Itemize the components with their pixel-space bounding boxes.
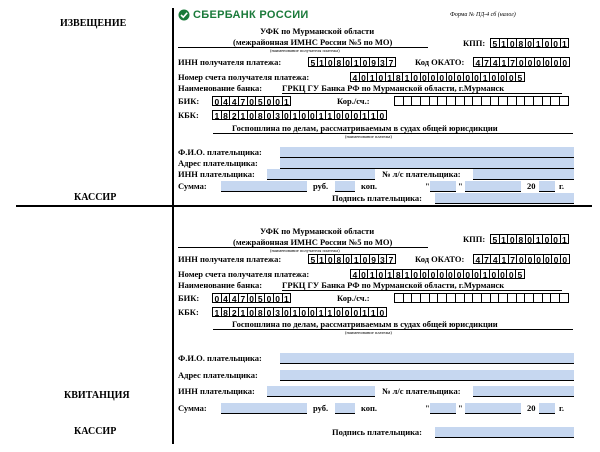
fio-label: Ф.И.О. плательщика:	[178, 147, 262, 157]
kbk-digit: 1	[290, 307, 300, 317]
account-digit: 0	[359, 72, 369, 82]
kpp-digit: 0	[507, 234, 517, 244]
kbk-digit: 1	[238, 307, 248, 317]
kbk-digit: 2	[229, 307, 239, 317]
account-digit: 1	[385, 72, 395, 82]
account-digit: 5	[515, 269, 525, 279]
okato-boxes[interactable]	[474, 57, 570, 67]
bik-digit: 5	[255, 96, 265, 106]
kbk-digit: 0	[299, 110, 309, 120]
date-year-field[interactable]	[539, 181, 555, 192]
okato-digit: 0	[516, 57, 526, 67]
kbk-digit: 1	[238, 110, 248, 120]
date-quote-close: "	[458, 181, 463, 191]
account-digit: 0	[446, 269, 456, 279]
kbk-digit: 0	[308, 307, 318, 317]
kpp-digit: 1	[533, 38, 543, 48]
bik-digit: 5	[255, 293, 265, 303]
account-boxes[interactable]	[351, 269, 525, 279]
kbk-digit: 0	[351, 307, 361, 317]
recipient-caption: (наименование получателя платежа)	[270, 48, 340, 53]
recipient-line2: (межрайонная ИМНС России №5 по МО)	[233, 37, 393, 47]
kpp-digit: 8	[516, 38, 526, 48]
inn-digit: 5	[308, 254, 318, 264]
kbk-digit: 3	[273, 110, 283, 120]
account-boxes[interactable]	[351, 72, 525, 82]
payment-underline	[213, 329, 573, 330]
year-label: 20	[527, 181, 536, 191]
recipient-caption: (наименование получателя платежа)	[270, 248, 340, 253]
bank-label: Наименование банка:	[178, 83, 263, 93]
inn-boxes[interactable]	[309, 57, 396, 67]
kbk-digit: 0	[282, 110, 292, 120]
korsch-digit	[559, 293, 569, 303]
kpp-digit: 8	[516, 234, 526, 244]
account-digit: 0	[437, 72, 447, 82]
signature-label: Подпись плательщика:	[332, 427, 422, 437]
account-digit: 1	[367, 72, 377, 82]
kpp-digit: 1	[533, 234, 543, 244]
account-digit: 0	[506, 72, 516, 82]
notice-section	[0, 0, 600, 205]
bik-digit: 0	[273, 293, 283, 303]
inn-digit: 3	[378, 254, 388, 264]
kpp-digit: 1	[560, 234, 570, 244]
payment-name: Госпошлина по делам, рассматриваемым в судах общей юрисдикции	[232, 123, 498, 133]
inn-digit: 5	[308, 57, 318, 67]
account-digit: 1	[480, 269, 490, 279]
account-digit: 0	[411, 72, 421, 82]
kbk-digit: 0	[342, 307, 352, 317]
bank-underline	[282, 290, 562, 291]
korsch-boxes[interactable]	[395, 293, 569, 303]
inn-digit: 0	[360, 57, 370, 67]
account-digit: 0	[498, 72, 508, 82]
okato-digit: 4	[473, 254, 483, 264]
okato-digit: 0	[525, 254, 535, 264]
receipt-label: КВИТАНЦИЯ	[64, 390, 130, 401]
kpp-label: КПП:	[463, 38, 486, 48]
account-digit: 1	[385, 269, 395, 279]
korsch-digit	[559, 96, 569, 106]
account-digit: 0	[420, 269, 430, 279]
kbk-digit: 0	[308, 110, 318, 120]
kbk-boxes[interactable]	[213, 307, 387, 317]
kbk-digit: 1	[325, 307, 335, 317]
inn-digit: 9	[369, 254, 379, 264]
bik-digit: 0	[273, 96, 283, 106]
kbk-digit: 0	[247, 307, 257, 317]
kbk-digit: 8	[255, 110, 265, 120]
kbk-digit: 2	[229, 110, 239, 120]
kpp-label: КПП:	[463, 234, 486, 244]
address-field[interactable]	[280, 158, 574, 169]
korsch-label: Кор./сч.:	[337, 293, 370, 303]
kpp-digit: 1	[560, 38, 570, 48]
okato-digit: 1	[499, 57, 509, 67]
account-digit: 0	[498, 269, 508, 279]
sum-kop-field[interactable]	[335, 181, 355, 192]
account-digit: 0	[489, 269, 499, 279]
kbk-digit: 1	[368, 307, 378, 317]
account-digit: 0	[428, 72, 438, 82]
rub-label: руб.	[313, 403, 329, 413]
kpp-digit: 5	[490, 38, 500, 48]
kbk-digit: 1	[325, 110, 335, 120]
kbk-digit: 8	[255, 307, 265, 317]
kbk-digit: 1	[212, 307, 222, 317]
kpp-digit: 1	[499, 38, 509, 48]
okato-digit: 0	[525, 57, 535, 67]
personal-account-field[interactable]	[473, 169, 574, 180]
kpp-digit: 0	[525, 38, 535, 48]
account-digit: 0	[359, 269, 369, 279]
personal-account-field[interactable]	[473, 386, 574, 397]
account-digit: 1	[367, 269, 377, 279]
account-digit: 1	[402, 269, 412, 279]
inn-digit: 1	[351, 57, 361, 67]
kpp-boxes[interactable]	[491, 38, 569, 48]
payer-inn-field[interactable]	[267, 386, 375, 397]
personal-account-label: № л/с плательщика:	[382, 386, 461, 396]
okato-digit: 1	[499, 254, 509, 264]
okato-digit: 0	[543, 254, 553, 264]
bik-digit: 7	[238, 293, 248, 303]
account-digit: 5	[515, 72, 525, 82]
sum-rub-field[interactable]	[221, 403, 307, 414]
okato-label: Код ОКАТО:	[415, 57, 465, 67]
kbk-digit: 1	[360, 110, 370, 120]
account-digit: 0	[446, 72, 456, 82]
okato-digit: 0	[560, 254, 570, 264]
okato-digit: 7	[482, 254, 492, 264]
kpp-digit: 0	[551, 38, 561, 48]
okato-digit: 0	[516, 254, 526, 264]
okato-digit: 0	[551, 254, 561, 264]
account-digit: 1	[402, 72, 412, 82]
bik-digit: 1	[282, 96, 292, 106]
bik-digit: 0	[247, 96, 257, 106]
date-month-field[interactable]	[465, 181, 521, 192]
okato-digit: 0	[534, 254, 544, 264]
inn-label: ИНН получателя платежа:	[178, 57, 282, 67]
bik-digit: 0	[247, 293, 257, 303]
kbk-label: КБК:	[178, 307, 199, 317]
kbk-digit: 3	[273, 307, 283, 317]
date-quote-open: "	[425, 403, 430, 413]
okato-digit: 0	[551, 57, 561, 67]
account-label: Номер счета получателя платежа:	[178, 269, 310, 279]
cashier-label-top: КАССИР	[74, 192, 117, 203]
payment-underline	[213, 133, 573, 134]
kpp-digit: 0	[525, 234, 535, 244]
kbk-boxes[interactable]	[213, 110, 387, 120]
kbk-digit: 0	[247, 110, 257, 120]
kpp-digit: 5	[490, 234, 500, 244]
date-quote-open: "	[425, 181, 430, 191]
fio-label: Ф.И.О. плательщика:	[178, 353, 262, 363]
fio-field[interactable]	[280, 147, 574, 158]
okato-label: Код ОКАТО:	[415, 254, 465, 264]
kbk-digit: 1	[290, 110, 300, 120]
kbk-digit: 1	[212, 110, 222, 120]
kbk-digit: 1	[316, 307, 326, 317]
bank-name: ГРКЦ ГУ Банка РФ по Мурманской области, г.Мурманск	[282, 83, 505, 93]
inn-digit: 1	[317, 57, 327, 67]
account-digit: 1	[480, 72, 490, 82]
payer-inn-label: ИНН плательщика:	[178, 169, 255, 179]
account-digit: 0	[472, 72, 482, 82]
account-digit: 0	[420, 72, 430, 82]
payment-name: Госпошлина по делам, рассматриваемым в судах общей юрисдикции	[232, 319, 498, 329]
account-digit: 0	[506, 269, 516, 279]
kpp-boxes[interactable]	[491, 234, 569, 244]
bik-boxes[interactable]	[213, 293, 291, 303]
inn-boxes[interactable]	[309, 254, 396, 264]
notice-label: ИЗВЕЩЕНИЕ	[60, 18, 127, 29]
sum-label: Сумма:	[178, 403, 207, 413]
date-day-field[interactable]	[430, 403, 456, 414]
account-label: Номер счета получателя платежа:	[178, 72, 310, 82]
payer-inn-label: ИНН плательщика:	[178, 386, 255, 396]
kpp-digit: 0	[551, 234, 561, 244]
inn-digit: 0	[360, 254, 370, 264]
inn-digit: 1	[351, 254, 361, 264]
logo-text: СБЕРБАНК РОССИИ	[193, 9, 309, 21]
year-suffix: г.	[559, 181, 565, 191]
account-digit: 0	[463, 72, 473, 82]
rub-label: руб.	[313, 181, 329, 191]
kbk-digit: 0	[377, 307, 387, 317]
kbk-digit: 0	[377, 110, 387, 120]
kbk-digit: 0	[299, 307, 309, 317]
inn-digit: 0	[343, 57, 353, 67]
account-digit: 0	[454, 72, 464, 82]
korsch-label: Кор./сч.:	[337, 96, 370, 106]
bik-digit: 4	[221, 293, 231, 303]
kbk-digit: 0	[351, 110, 361, 120]
account-digit: 4	[350, 269, 360, 279]
bik-digit: 0	[212, 293, 222, 303]
okato-digit: 4	[490, 57, 500, 67]
inn-digit: 8	[334, 57, 344, 67]
inn-digit: 0	[325, 57, 335, 67]
inn-digit: 0	[325, 254, 335, 264]
kop-label: коп.	[361, 181, 378, 191]
form-id: Форма № ПД-4 сб (налог)	[450, 12, 516, 18]
kbk-digit: 8	[221, 110, 231, 120]
payer-inn-field[interactable]	[267, 169, 375, 180]
kbk-digit: 1	[368, 110, 378, 120]
date-month-field[interactable]	[465, 403, 521, 414]
bik-digit: 1	[282, 293, 292, 303]
bik-digit: 0	[264, 293, 274, 303]
sum-rub-field[interactable]	[221, 181, 307, 192]
payment-caption: (наименование платежа)	[345, 330, 392, 335]
date-quote-close: "	[458, 403, 463, 413]
bank-name: ГРКЦ ГУ Банка РФ по Мурманской области, г.Мурманск	[282, 280, 505, 290]
personal-account-label: № л/с плательщика:	[382, 169, 461, 179]
sum-label: Сумма:	[178, 181, 207, 191]
kbk-digit: 0	[334, 110, 344, 120]
bik-digit: 4	[229, 96, 239, 106]
account-digit: 0	[489, 72, 499, 82]
sum-kop-field[interactable]	[335, 403, 355, 414]
okato-boxes[interactable]	[474, 254, 570, 264]
bik-digit: 0	[264, 96, 274, 106]
kbk-digit: 0	[342, 110, 352, 120]
signature-field[interactable]	[435, 193, 574, 204]
kbk-digit: 0	[264, 110, 274, 120]
bik-digit: 4	[229, 293, 239, 303]
okato-digit: 0	[534, 57, 544, 67]
account-digit: 0	[376, 72, 386, 82]
signature-label: Подпись плательщика:	[332, 193, 422, 203]
bik-label: БИК:	[178, 96, 200, 106]
account-digit: 0	[376, 269, 386, 279]
year-label: 20	[527, 403, 536, 413]
signature-field[interactable]	[435, 427, 574, 438]
bik-boxes[interactable]	[213, 96, 291, 106]
recipient-line1: УФК по Мурманской области	[260, 226, 375, 236]
cashier-label-bottom: КАССИР	[74, 426, 117, 437]
kbk-digit: 0	[282, 307, 292, 317]
address-label: Адрес плательщика:	[178, 158, 258, 168]
inn-digit: 7	[386, 57, 396, 67]
receipt-section	[0, 212, 600, 452]
bik-digit: 7	[238, 96, 248, 106]
account-digit: 8	[393, 72, 403, 82]
bank-underline	[282, 93, 562, 94]
address-field[interactable]	[280, 370, 574, 381]
date-year-field[interactable]	[539, 403, 555, 414]
okato-digit: 7	[508, 254, 518, 264]
section-divider	[16, 205, 592, 207]
inn-digit: 7	[386, 254, 396, 264]
inn-digit: 1	[317, 254, 327, 264]
bank-label: Наименование банка:	[178, 280, 263, 290]
okato-digit: 7	[508, 57, 518, 67]
bik-label: БИК:	[178, 293, 200, 303]
account-digit: 8	[393, 269, 403, 279]
kbk-digit: 8	[221, 307, 231, 317]
account-digit: 0	[472, 269, 482, 279]
korsch-boxes[interactable]	[395, 96, 569, 106]
kpp-digit: 0	[507, 38, 517, 48]
kpp-digit: 0	[542, 38, 552, 48]
date-day-field[interactable]	[430, 181, 456, 192]
account-digit: 0	[454, 269, 464, 279]
kbk-digit: 0	[334, 307, 344, 317]
year-suffix: г.	[559, 403, 565, 413]
kbk-digit: 1	[360, 307, 370, 317]
recipient-line1: УФК по Мурманской области	[260, 26, 375, 36]
inn-digit: 3	[378, 57, 388, 67]
bik-digit: 4	[221, 96, 231, 106]
kbk-label: КБК:	[178, 110, 199, 120]
payment-caption: (наименование платежа)	[345, 134, 392, 139]
inn-label: ИНН получателя платежа:	[178, 254, 282, 264]
okato-digit: 0	[543, 57, 553, 67]
kbk-digit: 0	[264, 307, 274, 317]
kbk-digit: 1	[316, 110, 326, 120]
inn-digit: 0	[343, 254, 353, 264]
kpp-digit: 1	[499, 234, 509, 244]
account-digit: 0	[411, 269, 421, 279]
okato-digit: 0	[560, 57, 570, 67]
account-digit: 0	[463, 269, 473, 279]
inn-digit: 8	[334, 254, 344, 264]
kop-label: коп.	[361, 403, 378, 413]
account-digit: 0	[437, 269, 447, 279]
okato-digit: 4	[473, 57, 483, 67]
account-digit: 4	[350, 72, 360, 82]
bik-digit: 0	[212, 96, 222, 106]
fio-field[interactable]	[280, 353, 574, 364]
inn-digit: 9	[369, 57, 379, 67]
kpp-digit: 0	[542, 234, 552, 244]
okato-digit: 7	[482, 57, 492, 67]
okato-digit: 4	[490, 254, 500, 264]
account-digit: 0	[428, 269, 438, 279]
address-label: Адрес плательщика:	[178, 370, 258, 380]
recipient-line2: (межрайонная ИМНС России №5 по МО)	[233, 237, 393, 247]
